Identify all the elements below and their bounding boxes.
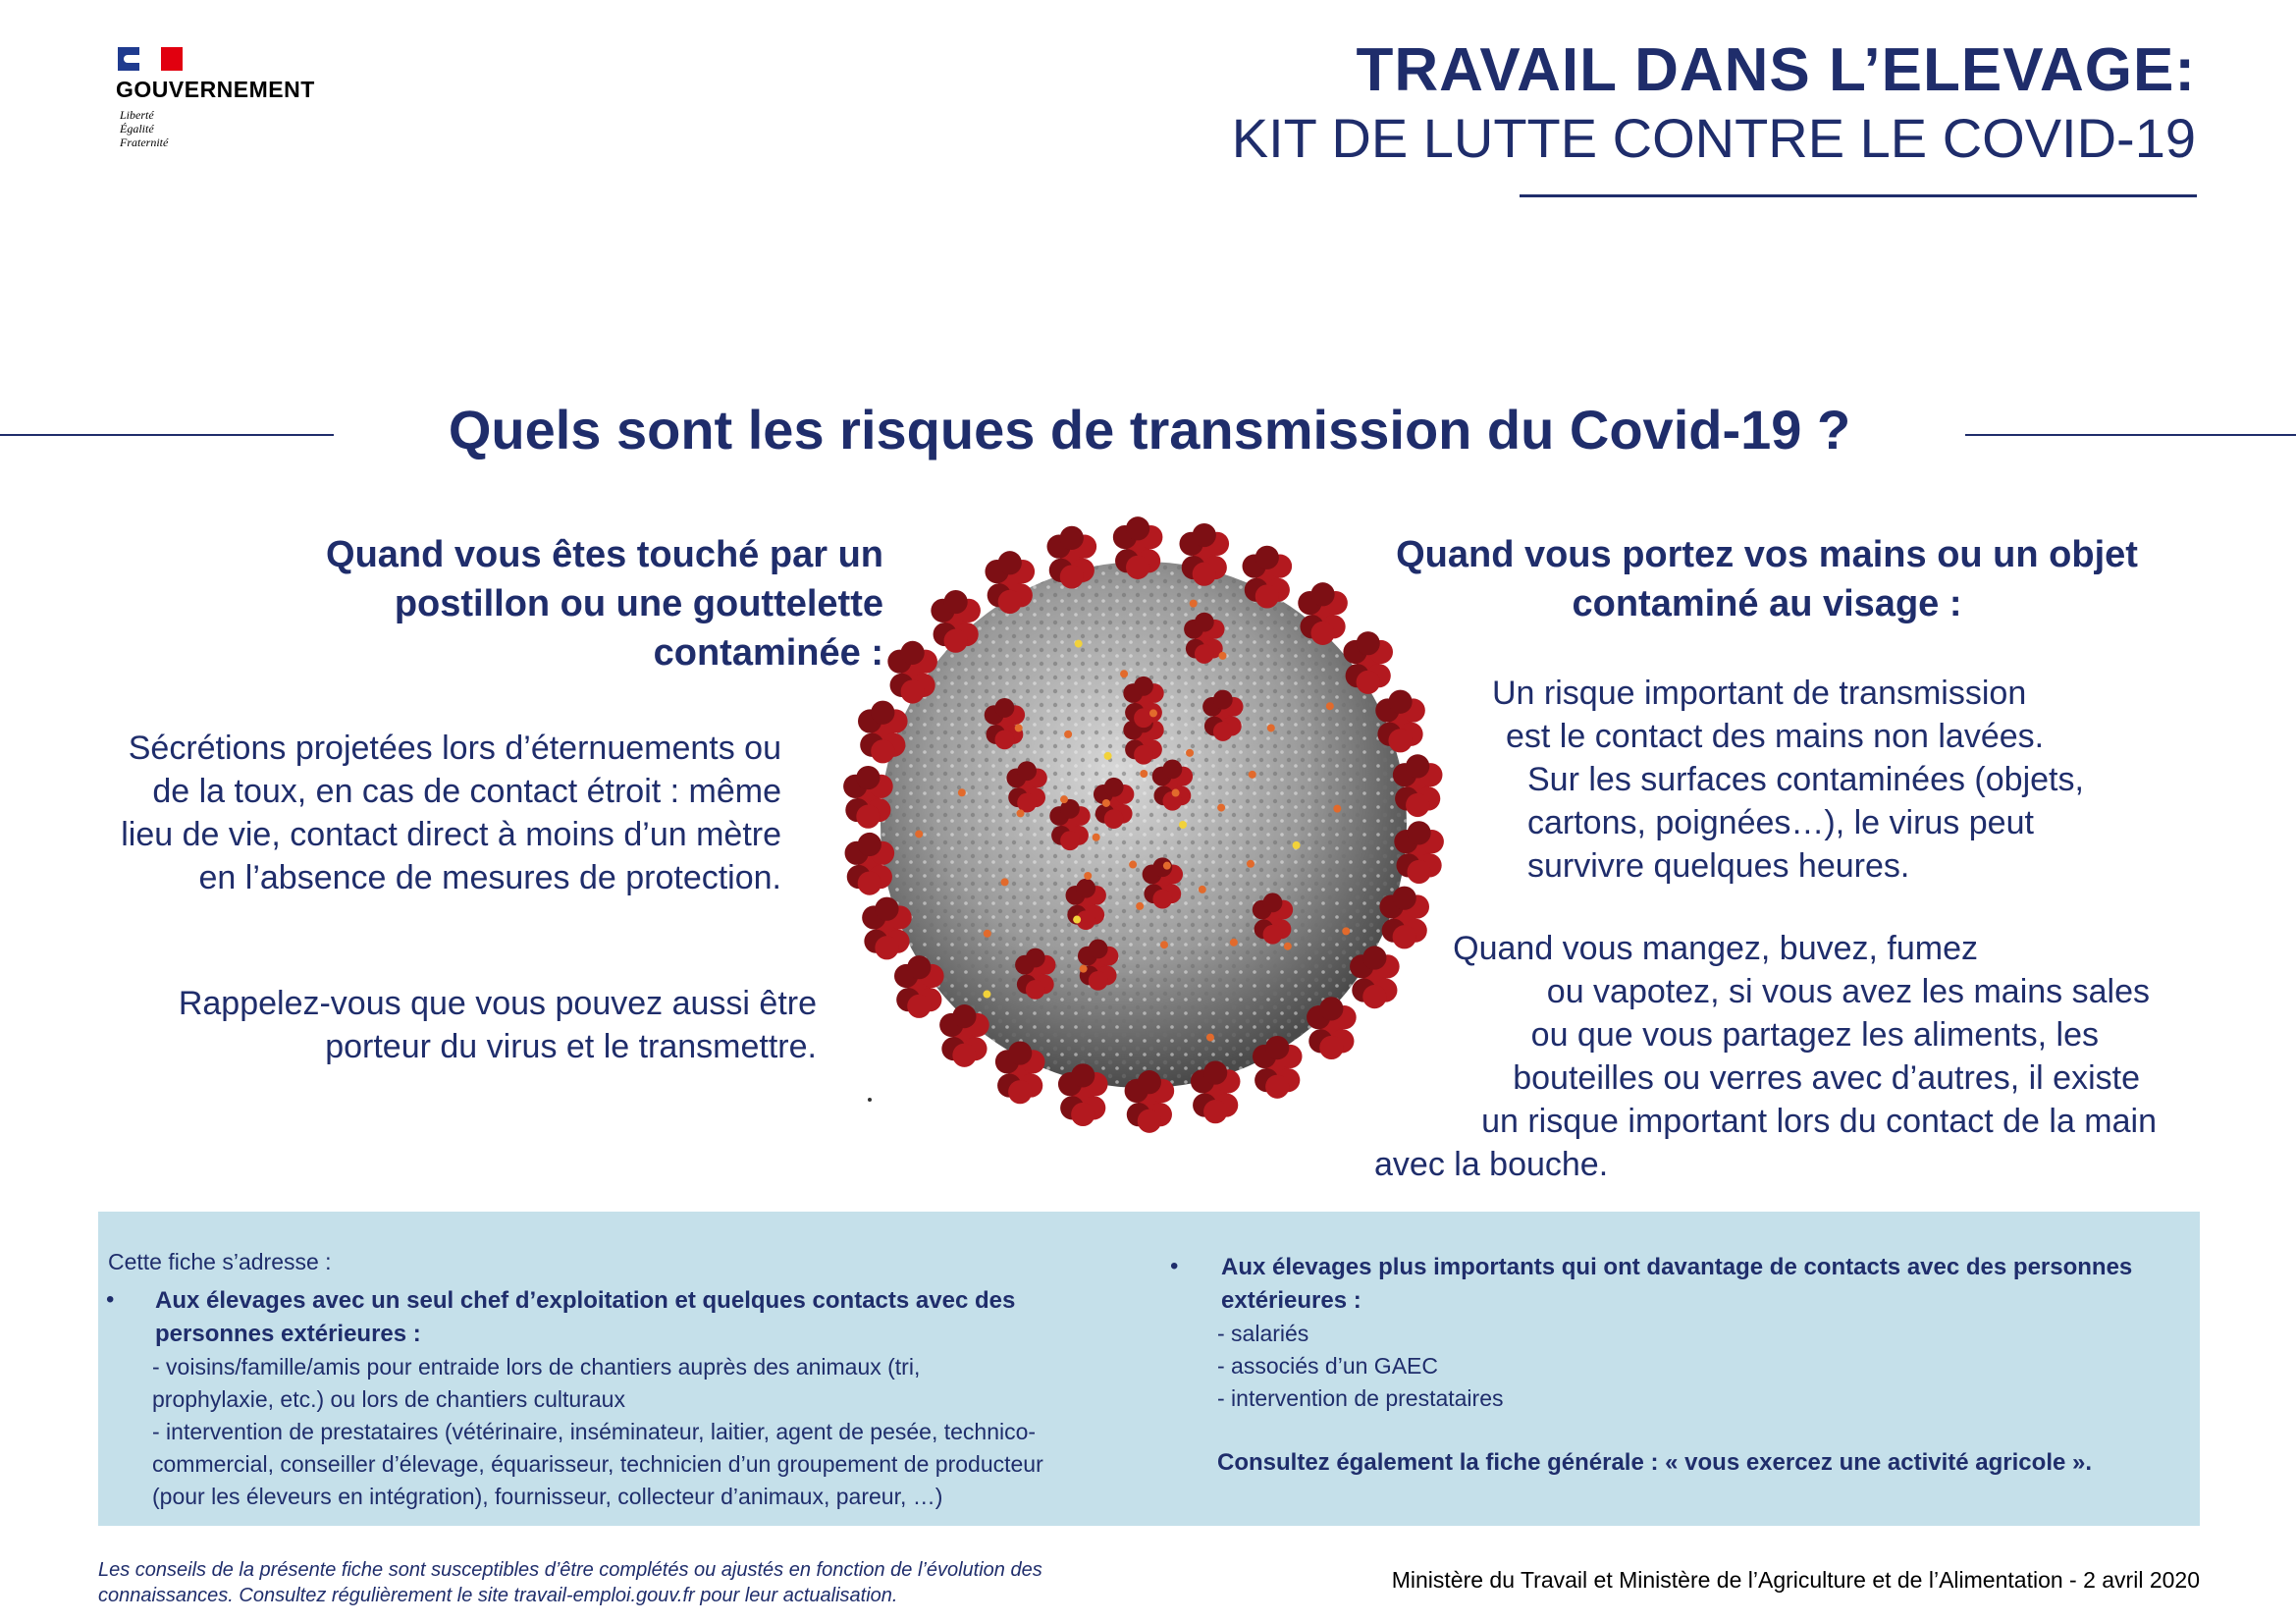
virus-dot <box>1160 941 1168 948</box>
virus-dot <box>1326 702 1334 710</box>
virus-dot <box>1249 771 1256 779</box>
audience-2-heading: Aux élevages plus importants qui ont davantage de contacts avec des personnes extérieures : <box>1221 1254 2133 1314</box>
virus-dot <box>1333 805 1341 813</box>
virus-dot <box>915 830 923 838</box>
virus-spike <box>887 641 937 704</box>
virus-dot <box>1342 927 1350 935</box>
header-divider <box>1520 194 2197 197</box>
paragraph-line: avec la bouche. <box>1374 1146 1609 1183</box>
virus-dot <box>1217 804 1225 812</box>
footer-credit: Ministère du Travail et Ministère de l’Agriculture et de l’Alimentation - 2 avril 2020 <box>1391 1567 2200 1593</box>
virus-dot <box>1064 731 1072 738</box>
virus-dot <box>1219 652 1227 660</box>
heading-line-left <box>0 434 334 436</box>
paragraph-line: cartons, poignées…), le virus peut <box>1527 804 2034 841</box>
heading-line-right <box>1965 434 2296 436</box>
list-item: - intervention de prestataires (vétérinaire, inséminateur, laitier, agent de pesée, technico- <box>152 1419 1037 1444</box>
virus-dot <box>1247 860 1255 868</box>
page-title: TRAVAIL DANS L’ELEVAGE: <box>1356 36 2196 104</box>
virus-dot <box>1293 841 1301 849</box>
virus-spike <box>1343 631 1393 694</box>
audience-intro: Cette fiche s’adresse : <box>108 1249 332 1274</box>
audience-1-heading: Aux élevages avec un seul chef d’exploitation et quelques contacts avec des personnes extérieures : <box>155 1287 1016 1347</box>
virus-dot <box>1060 795 1068 803</box>
list-item: prophylaxie, etc.) ou lors de chantiers culturaux <box>152 1386 625 1412</box>
virus-spike <box>1243 546 1293 609</box>
virus-spike <box>1375 690 1425 753</box>
virus-dot <box>983 991 990 999</box>
list-item: (pour les éleveurs en intégration), fournisseur, collecteur d’animaux, pareur, …) <box>152 1484 943 1509</box>
paragraph-line: un risque important lors du contact de la main <box>1481 1103 2157 1140</box>
paragraph-line: Sur les surfaces contaminées (objets, <box>1527 761 2084 798</box>
audience-2-list <box>1217 1318 2189 1415</box>
logo-name: GOUVERNEMENT <box>116 77 315 102</box>
bullet: • <box>1170 1253 1179 1279</box>
paragraph-line: ou vapotez, si vous avez les mains sales <box>1546 973 2150 1010</box>
virus-dot <box>1073 916 1081 924</box>
virus-dot <box>1199 886 1206 893</box>
paragraph-line: bouteilles ou verres avec d’autres, il existe <box>1513 1059 2140 1097</box>
paragraph-line: Quand vous mangez, buvez, fumez <box>1453 930 1978 967</box>
list-item: commercial, conseiller d’élevage, équarisseur, technicien d’un groupement de producteur <box>152 1451 1043 1477</box>
virus-dot <box>984 930 991 938</box>
paragraph-line: survivre quelques heures. <box>1527 847 1910 885</box>
virus-spike <box>1113 516 1163 579</box>
virus-dot <box>1149 709 1157 717</box>
virus-dot <box>1230 939 1238 947</box>
list-item: - salariés <box>1217 1321 1309 1346</box>
virus-spike <box>858 701 908 764</box>
virus-dot <box>1172 789 1180 797</box>
virus-dot <box>1104 752 1112 760</box>
virus-dot <box>1206 1034 1214 1042</box>
virus-dot <box>1284 943 1292 950</box>
virus-spike <box>931 590 981 653</box>
bullet: • <box>106 1286 115 1313</box>
virus-dot <box>1093 834 1100 841</box>
virus-spike <box>1298 582 1348 645</box>
right-heading: Quand vous portez vos mains ou un objet contaminé au visage : <box>1396 534 2138 624</box>
marianne-logo-icon <box>118 47 183 71</box>
general-sheet-note: Consultez également la fiche générale : « vous exercez une activité agricole ». <box>1217 1449 2093 1476</box>
virus-dot <box>1102 799 1110 807</box>
footer-disclaimer: Les conseils de la présente fiche sont susceptibles d’être complétés ou ajustés en fonction de l’évolution des connaissances. Consultez régulièrement le site travail-emploi.gouv.fr pour leur actualisation. <box>98 1559 1042 1606</box>
virus-dot <box>1163 862 1171 870</box>
virus-spike <box>1047 526 1097 589</box>
virus-dot <box>1001 878 1009 886</box>
right-paragraph-2 <box>1374 927 2179 1186</box>
motto-line: Égalité <box>120 122 154 135</box>
paragraph-line: est le contact des mains non lavées. <box>1506 718 2045 755</box>
list-item: - associés d’un GAEC <box>1217 1353 1438 1379</box>
virus-dot <box>1179 821 1187 829</box>
virus-dot <box>1080 965 1088 973</box>
right-paragraph-1 <box>1472 672 2179 888</box>
motto-line: Liberté <box>120 108 154 122</box>
paragraph-line: ou que vous partagez les aliments, les <box>1530 1016 2099 1054</box>
virus-dot <box>1084 872 1092 880</box>
list-item: - voisins/famille/amis pour entraide lors de chantiers auprès des animaux (tri, <box>152 1354 921 1380</box>
left-heading: Quand vous êtes touché par un postillon ou une gouttelette contaminée : <box>326 534 883 674</box>
list-item: - intervention de prestataires <box>1217 1385 1504 1411</box>
audience-1-list <box>152 1351 1144 1513</box>
virus-spike <box>985 551 1035 614</box>
paragraph-line: Un risque important de transmission <box>1492 675 2027 712</box>
left-paragraph-2: Rappelez-vous que vous pouvez aussi être porteur du virus et le transmettre. <box>178 985 817 1065</box>
virus-dot <box>1017 809 1025 817</box>
virus-dot <box>1186 749 1194 757</box>
logo-motto <box>120 108 168 149</box>
left-paragraph-1: Sécrétions projetées lors d’éternuements ou de la toux, en cas de contact étroit : même lieu de vie, contact direct à moins d’un mètre en l’absence de mesures de protection. <box>121 730 781 896</box>
virus-dot <box>958 788 966 796</box>
virus-dot <box>1267 724 1275 731</box>
virus-dot <box>1136 902 1144 910</box>
main-heading: Quels sont les risques de transmission du Covid-19 ? <box>448 399 1851 460</box>
stray-dot <box>868 1098 872 1102</box>
virus-dot <box>1140 770 1148 778</box>
virus-dot <box>1075 640 1083 648</box>
virus-spike <box>1179 523 1229 586</box>
virus-dot <box>1190 600 1198 608</box>
virus-dot <box>1129 861 1137 869</box>
virus-spike <box>1393 754 1443 817</box>
motto-line: Fraternité <box>120 135 169 149</box>
virus-dot <box>1120 670 1128 677</box>
page-subtitle: KIT DE LUTTE CONTRE LE COVID-19 <box>1231 107 2196 169</box>
virus-dot <box>1015 724 1023 731</box>
